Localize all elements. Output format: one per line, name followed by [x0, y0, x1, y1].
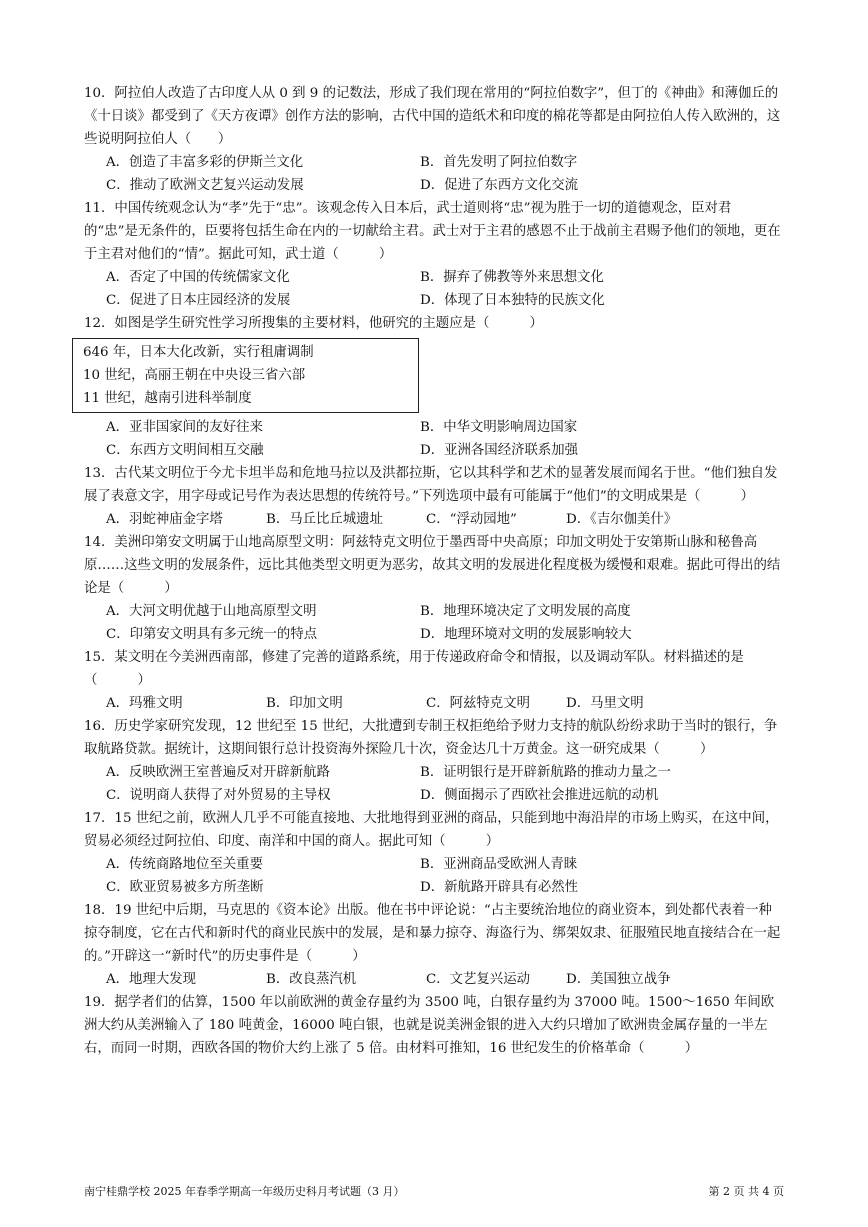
question-10-options-row-1	[84, 151, 784, 174]
question-13-option-a[interactable]: A．羽蛇神庙金字塔	[106, 512, 223, 527]
question-17-option-d[interactable]: D．新航路开辟具有必然性	[420, 880, 579, 895]
question-10-option-a[interactable]: A．创造了丰富多彩的伊斯兰文化	[106, 155, 304, 170]
question-15-option-d[interactable]: D．马里文明	[566, 696, 644, 711]
question-13-option-d[interactable]: D．《吉尔伽美什》	[566, 512, 678, 527]
question-11-option-a[interactable]: A．否定了中国的传统儒家文化	[106, 270, 290, 285]
question-14-stem: 14．美洲印第安文明属于山地高原型文明：阿兹特克文明位于墨西哥中央高原；印加文明处于安第斯山脉和秘鲁高原……这些文明的发展条件，远比其他类型文明更为恶劣，故其文明的发展进化程度极为缓慢和艰难。据此可得出的结论是（ ）	[84, 535, 781, 596]
question-11-stem: 11．中国传统观念认为“孝”先于“忠”。该观念传入日本后，武士道则将“忠”视为胜于一切的道德观念，臣对君的“忠”是无条件的，臣要将包括生命在内的一切献给主君。武士对于主君的感恩不止于战前主君赐予他们的领地，更在于主君对他们的“情”。据此可知，武士道（ ）	[84, 201, 781, 262]
question-15-option-c[interactable]: C．阿兹特克文明	[426, 696, 530, 711]
footer-page-number: 第 2 页 共 4 页	[708, 1185, 784, 1198]
question-12-stem: 12．如图是学生研究性学习所搜集的主要材料，他研究的主题应是（ ）	[84, 316, 543, 331]
question-15-stem: 15．某文明在今美洲西南部，修建了完善的道路系统，用于传递政府命令和情报，以及调动军队。材料描述的是（ ）	[84, 650, 744, 688]
question-14-options-row-2	[84, 623, 784, 646]
question-15-option-b[interactable]: B．印加文明	[266, 696, 343, 711]
question-12-option-d[interactable]: D．亚洲各国经济联系加强	[420, 443, 579, 458]
question-17-option-a[interactable]: A．传统商路地位至关重要	[106, 857, 263, 872]
material-box	[72, 338, 419, 413]
question-16-option-a[interactable]: A．反映欧洲王室普遍反对开辟新航路	[106, 765, 330, 780]
question-13-stem: 13．古代某文明位于今尤卡坦半岛和危地马拉以及洪都拉斯，它以其科学和艺术的显著发展而闻名于世。“他们独自发展了表意文字，用字母或记号作为表达思想的传统符号。”下列选项中最有可能属于“他们”的文明成果是（ ）	[84, 466, 778, 504]
material-line-1: 646 年，日本大化改新，实行租庸调制	[83, 345, 314, 360]
material-line-2: 10 世纪，高丽王朝在中央设三省六部	[83, 368, 306, 383]
question-11-options-row-2	[84, 289, 784, 312]
question-18-option-d[interactable]: D．美国独立战争	[566, 972, 671, 987]
question-10-options-row-2	[84, 174, 784, 197]
question-11-options-row-1	[84, 266, 784, 289]
question-11-option-b[interactable]: B．摒弃了佛教等外来思想文化	[420, 270, 604, 285]
question-19-stem: 19．据学者们的估算，1500 年以前欧洲的黄金存量约为 3500 吨，白银存量约为 37000 吨。1500～1650 年间欧洲大约从美洲输入了 180 吨黄金，16000 吨白银，也就是说美洲金银的进入大约只增加了欧洲贵金属存量的一半左右，而同一时期，西欧各国的物价大约上涨了 5 倍。由材料可推知，16 世纪发生的价格革命（ ）	[84, 995, 775, 1056]
question-12-option-a[interactable]: A．亚非国家间的友好往来	[106, 420, 263, 435]
question-14-options-row-1	[84, 600, 784, 623]
material-line-3: 11 世纪，越南引进科举制度	[83, 391, 252, 406]
question-12-options-row-1	[84, 416, 784, 439]
question-12-options-row-2	[84, 439, 784, 462]
question-11-option-c[interactable]: C．促进了日本庄园经济的发展	[106, 293, 291, 308]
question-16-stem: 16．历史学家研究发现，12 世纪至 15 世纪，大批遭到专制王权拒绝给予财力支持的航队纷纷求助于当时的银行，争取航路贷款。据统计，这期间银行总计投资海外探险几十次，资金达几十万黄金。这一研究成果（ ）	[84, 719, 778, 757]
question-14-option-c[interactable]: C．印第安文明具有多元统一的特点	[106, 627, 318, 642]
question-15-option-a[interactable]: A．玛雅文明	[106, 696, 183, 711]
question-10-option-d[interactable]: D．促进了东西方文化交流	[420, 178, 579, 193]
question-12-option-b[interactable]: B．中华文明影响周边国家	[420, 420, 578, 435]
question-17-option-c[interactable]: C．欧亚贸易被多方所垄断	[106, 880, 264, 895]
question-18-option-c[interactable]: C．文艺复兴运动	[426, 972, 530, 987]
question-13-option-b[interactable]: B．马丘比丘城遗址	[266, 512, 383, 527]
question-11-option-d[interactable]: D．体现了日本独特的民族文化	[420, 293, 605, 308]
question-10-stem: 10．阿拉伯人改造了古印度人从 0 到 9 的记数法，形成了我们现在常用的“阿拉伯数字”，但丁的《神曲》和薄伽丘的《十日谈》都受到了《天方夜谭》创作方法的影响，古代中国的造纸术和印度的棉花等都是由阿拉伯人传入欧洲的，这些说明阿拉伯人（ ）	[84, 86, 781, 147]
question-14-option-d[interactable]: D．地理环境对文明的发展影响较大	[420, 627, 632, 642]
question-14-option-b[interactable]: B．地理环境决定了文明发展的高度	[420, 604, 631, 619]
question-13-option-c[interactable]: C．“浮动园地”	[426, 512, 517, 527]
question-18-option-a[interactable]: A．地理大发现	[106, 972, 197, 987]
question-12-option-c[interactable]: C．东西方文明间相互交融	[106, 443, 264, 458]
question-10-option-b[interactable]: B．首先发明了阿拉伯数字	[420, 155, 578, 170]
question-16-option-d[interactable]: D．侧面揭示了西欧社会推进远航的动机	[420, 788, 659, 803]
question-16-options-row-2	[84, 784, 784, 807]
question-10-option-c[interactable]: C．推动了欧洲文艺复兴运动发展	[106, 178, 304, 193]
question-18-stem: 18．19 世纪中后期，马克思的《资本论》出版。他在书中评论说：“占主要统治地位的商业资本，到处都代表着一种掠夺制度，它在古代和新时代的商业民族中的发展，是和暴力掠夺、海盗行为、绑架奴隶、征服殖民地直接结合在一起的。”开辟这一“新时代”的历史事件是（ ）	[84, 903, 781, 964]
question-list	[84, 82, 784, 1060]
question-18-option-b[interactable]: B．改良蒸汽机	[266, 972, 357, 987]
question-16-option-b[interactable]: B．证明银行是开辟新航路的推动力量之一	[420, 765, 671, 780]
page-footer	[84, 1180, 784, 1203]
question-17-options-row-2	[84, 876, 784, 899]
footer-exam-title: 南宁桂鼎学校 2025 年春季学期高一年级历史科月考试题（3 月）	[84, 1185, 405, 1198]
question-14-option-a[interactable]: A．大河文明优越于山地高原型文明	[106, 604, 317, 619]
question-13-options-row	[84, 508, 784, 531]
question-16-options-row-1	[84, 761, 784, 784]
question-15-options-row	[84, 692, 784, 715]
question-18-options-row	[84, 968, 784, 991]
question-17-options-row-1	[84, 853, 784, 876]
question-16-option-c[interactable]: C．说明商人获得了对外贸易的主导权	[106, 788, 331, 803]
question-17-stem: 17．15 世纪之前，欧洲人几乎不可能直接地、大批地得到亚洲的商品，只能到地中海沿岸的市场上购买，在这中间，贸易必须经过阿拉伯、印度、南洋和中国的商人。据此可知（ ）	[84, 811, 779, 849]
question-17-option-b[interactable]: B．亚洲商品受欧洲人青睐	[420, 857, 578, 872]
